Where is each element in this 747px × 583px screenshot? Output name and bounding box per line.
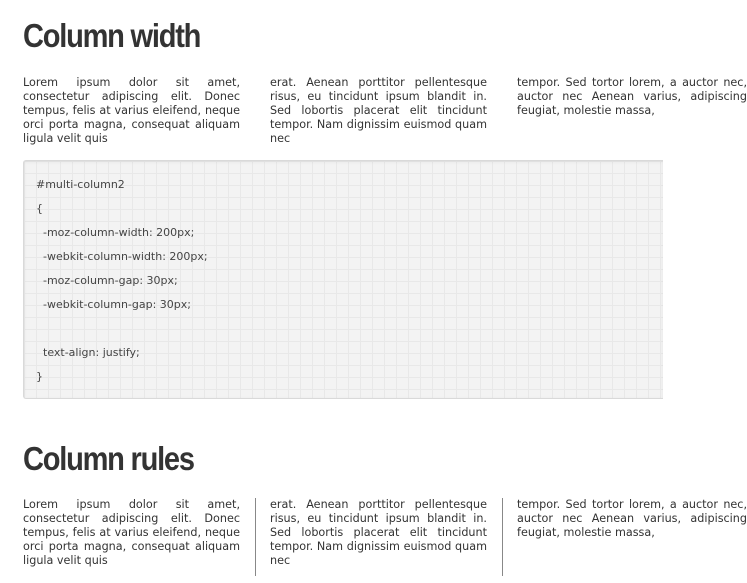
text-column-1: Lorem ipsum dolor sit amet, consectetur adipiscing elit. Donec tempus, felis at varius eleifend, neque orci porta magna, consequat aliquam ligula velit quis <box>23 76 240 145</box>
multi-column-text-width <box>23 76 747 146</box>
code-line-close-brace: } <box>36 370 43 383</box>
text-column-3: tempor. Sed tortor lorem, a auctor nec, auctor nec Aenean varius, adipiscing feugiat, molestie massa, <box>517 76 747 117</box>
code-line-text-align: text-align: justify; <box>43 346 140 359</box>
code-line-selector: #multi-column2 <box>36 178 125 191</box>
code-line-moz-column-gap: -moz-column-gap: 30px; <box>43 274 178 287</box>
code-line-open-brace: { <box>36 202 43 215</box>
text-column-3: tempor. Sed tortor lorem, a auctor nec, auctor nec Aenean varius, adipiscing feugiat, molestie massa, <box>517 498 747 539</box>
column-rule-divider <box>255 498 256 576</box>
code-line-webkit-column-gap: -webkit-column-gap: 30px; <box>43 298 191 311</box>
multi-column-text-rules <box>23 498 747 568</box>
text-column-2: erat. Aenean porttitor pellentesque risus, eu tincidunt ipsum blandit in. Sed lobortis placerat elit tincidunt tempor. Nam dignissim euismod quam nec <box>270 498 487 567</box>
code-line-webkit-column-width: -webkit-column-width: 200px; <box>43 250 208 263</box>
text-column-2: erat. Aenean porttitor pellentesque risus, eu tincidunt ipsum blandit in. Sed lobortis placerat elit tincidunt tempor. Nam dignissim euismod quam nec <box>270 76 487 145</box>
text-column-1: Lorem ipsum dolor sit amet, consectetur adipiscing elit. Donec tempus, felis at varius eleifend, neque orci porta magna, consequat aliquam ligula velit quis <box>23 498 240 567</box>
css-code-block <box>23 160 663 399</box>
code-line-moz-column-width: -moz-column-width: 200px; <box>43 226 195 239</box>
column-rule-divider <box>502 498 503 576</box>
section-title-column-rules: Column rules <box>23 440 194 477</box>
section-title-column-width: Column width <box>23 17 201 54</box>
